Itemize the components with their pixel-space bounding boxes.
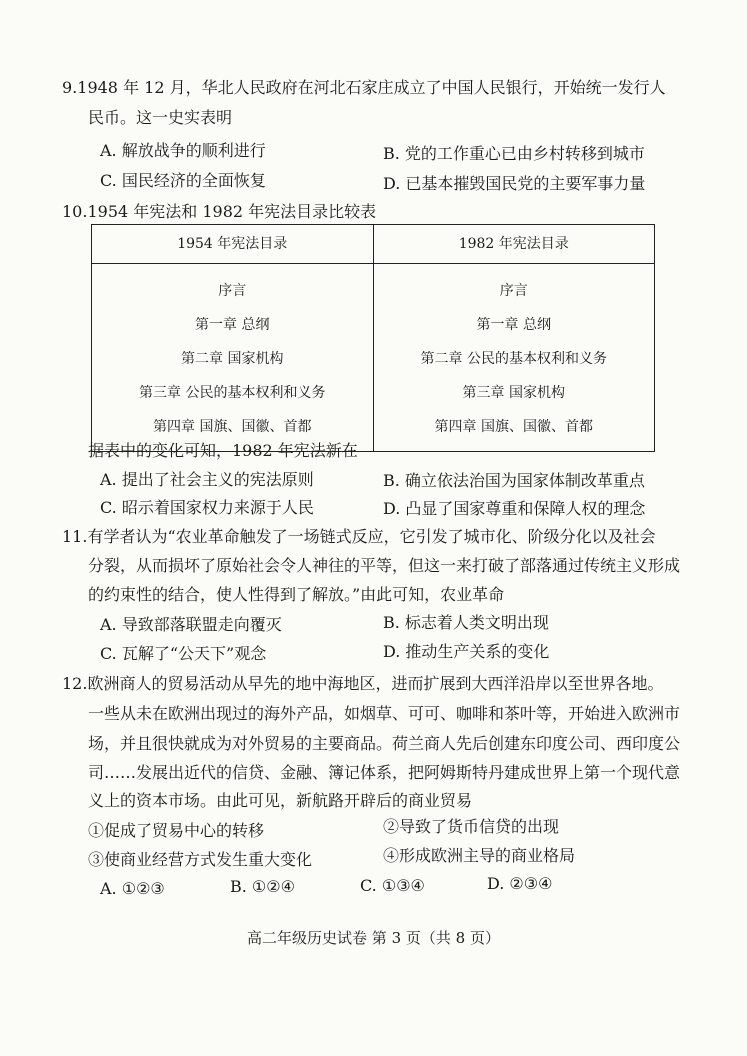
q10-title: 1954 年宪法和 1982 年宪法目录比较表 xyxy=(87,202,377,221)
table-column-1954 xyxy=(92,264,374,452)
q11-option-d: D. 推动生产关系的变化 xyxy=(383,642,550,661)
q12-number: 12. xyxy=(62,674,88,693)
q9-stem-line-2: 民币。这一史实表明 xyxy=(88,108,233,127)
table-cell: 第二章 国家机构 xyxy=(181,351,284,367)
q11-option-b: B. 标志着人类文明出现 xyxy=(383,613,549,632)
q11-stem-text-1: 有学者认为“农业革命触发了一场链式反应，它引发了城市化、阶级分化以及社会 xyxy=(87,527,656,546)
table-cell: 第四章 国旗、国徽、首都 xyxy=(434,419,593,435)
q12-stem-text-1: 欧洲商人的贸易活动从早先的地中海地区，进而扩展到大西洋沿岸以至世界各地。 xyxy=(87,674,664,693)
q11-number: 11. xyxy=(62,527,88,546)
q10-stem: 据表中的变化可知，1982 年宪法新在 xyxy=(88,441,358,460)
page-footer: 高二年级历史试卷 第 3 页（共 8 页） xyxy=(247,929,500,947)
q11-stem-line-2: 分裂，从而损坏了原始社会令人神往的平等，但这一来打破了部落通过传统主义形成 xyxy=(88,556,681,575)
q9-option-d: D. 已基本摧毁国民党的主要军事力量 xyxy=(383,174,646,193)
q10-option-d: D. 凸显了国家尊重和保障人权的理念 xyxy=(383,499,646,518)
q9-option-b: B. 党的工作重心已由乡村转移到城市 xyxy=(383,144,645,163)
q12-stem-line-1 xyxy=(62,673,663,695)
table-cell: 第三章 国家机构 xyxy=(462,385,565,401)
q12-option-b: B. ①②④ xyxy=(230,877,295,896)
q9-option-c: C. 国民经济的全面恢复 xyxy=(100,171,266,190)
table-cell: 第一章 总纲 xyxy=(195,317,270,333)
q12-statement-2: ②导致了货币信贷的出现 xyxy=(383,817,560,836)
q11-stem-line-1 xyxy=(62,526,656,548)
q12-statement-4: ④形成欧洲主导的商业格局 xyxy=(383,846,576,865)
table-header-1954: 1954 年宪法目录 xyxy=(92,225,374,264)
q12-statement-3: ③使商业经营方式发生重大变化 xyxy=(88,850,313,869)
q12-option-a: A. ①②③ xyxy=(100,879,165,898)
table-cell: 第一章 总纲 xyxy=(476,317,551,333)
table-cell: 序言 xyxy=(218,283,247,299)
q9-number: 9. xyxy=(62,78,78,97)
q10-option-b: B. 确立依法治国为国家体制改革重点 xyxy=(383,471,645,490)
q12-stem-line-2: 一些从未在欧洲出现过的海外产品，如烟草、可可、咖啡和茶叶等，开始进入欧洲市 xyxy=(88,704,681,723)
q12-stem-line-3: 场，并且很快就成为对外贸易的主要商品。荷兰商人先后创建东印度公司、西印度公 xyxy=(88,734,681,753)
q12-option-c: C. ①③④ xyxy=(360,876,425,895)
constitution-comparison-table xyxy=(91,224,655,452)
q12-stem-line-5: 义上的资本市场。由此可见，新航路开辟后的商业贸易 xyxy=(88,791,473,810)
table-header-1982: 1982 年宪法目录 xyxy=(373,225,655,264)
table-cell: 第四章 国旗、国徽、首都 xyxy=(153,419,312,435)
q9-option-a: A. 解放战争的顺利进行 xyxy=(100,141,266,160)
q9-stem-line-1 xyxy=(62,77,666,99)
table-cell: 第二章 公民的基本权利和义务 xyxy=(420,351,607,367)
q11-stem-line-3: 的约束性的结合，使人性得到了解放。”由此可知，农业革命 xyxy=(88,585,505,604)
q10-number: 10. xyxy=(62,202,88,221)
q12-statement-1: ①促成了贸易中心的转移 xyxy=(88,821,265,840)
q9-stem-text-1: 1948 年 12 月，华北人民政府在河北石家庄成立了中国人民银行，开始统一发行人 xyxy=(77,78,666,97)
q10-option-c: C. 昭示着国家权力来源于人民 xyxy=(100,498,314,517)
table-cell: 序言 xyxy=(499,283,528,299)
q12-option-d: D. ②③④ xyxy=(487,874,553,893)
q10-title-line xyxy=(62,201,376,223)
table-column-1982 xyxy=(373,264,655,452)
table-cell: 第三章 公民的基本权利和义务 xyxy=(139,385,326,401)
q12-stem-line-4: 司……发展出近代的信贷、金融、簿记体系，把阿姆斯特丹建成世界上第一个现代意 xyxy=(88,763,681,782)
q11-option-a: A. 导致部落联盟走向覆灭 xyxy=(100,615,282,634)
q11-option-c: C. 瓦解了“公天下”观念 xyxy=(100,644,267,663)
q10-option-a: A. 提出了社会主义的宪法原则 xyxy=(100,470,314,489)
